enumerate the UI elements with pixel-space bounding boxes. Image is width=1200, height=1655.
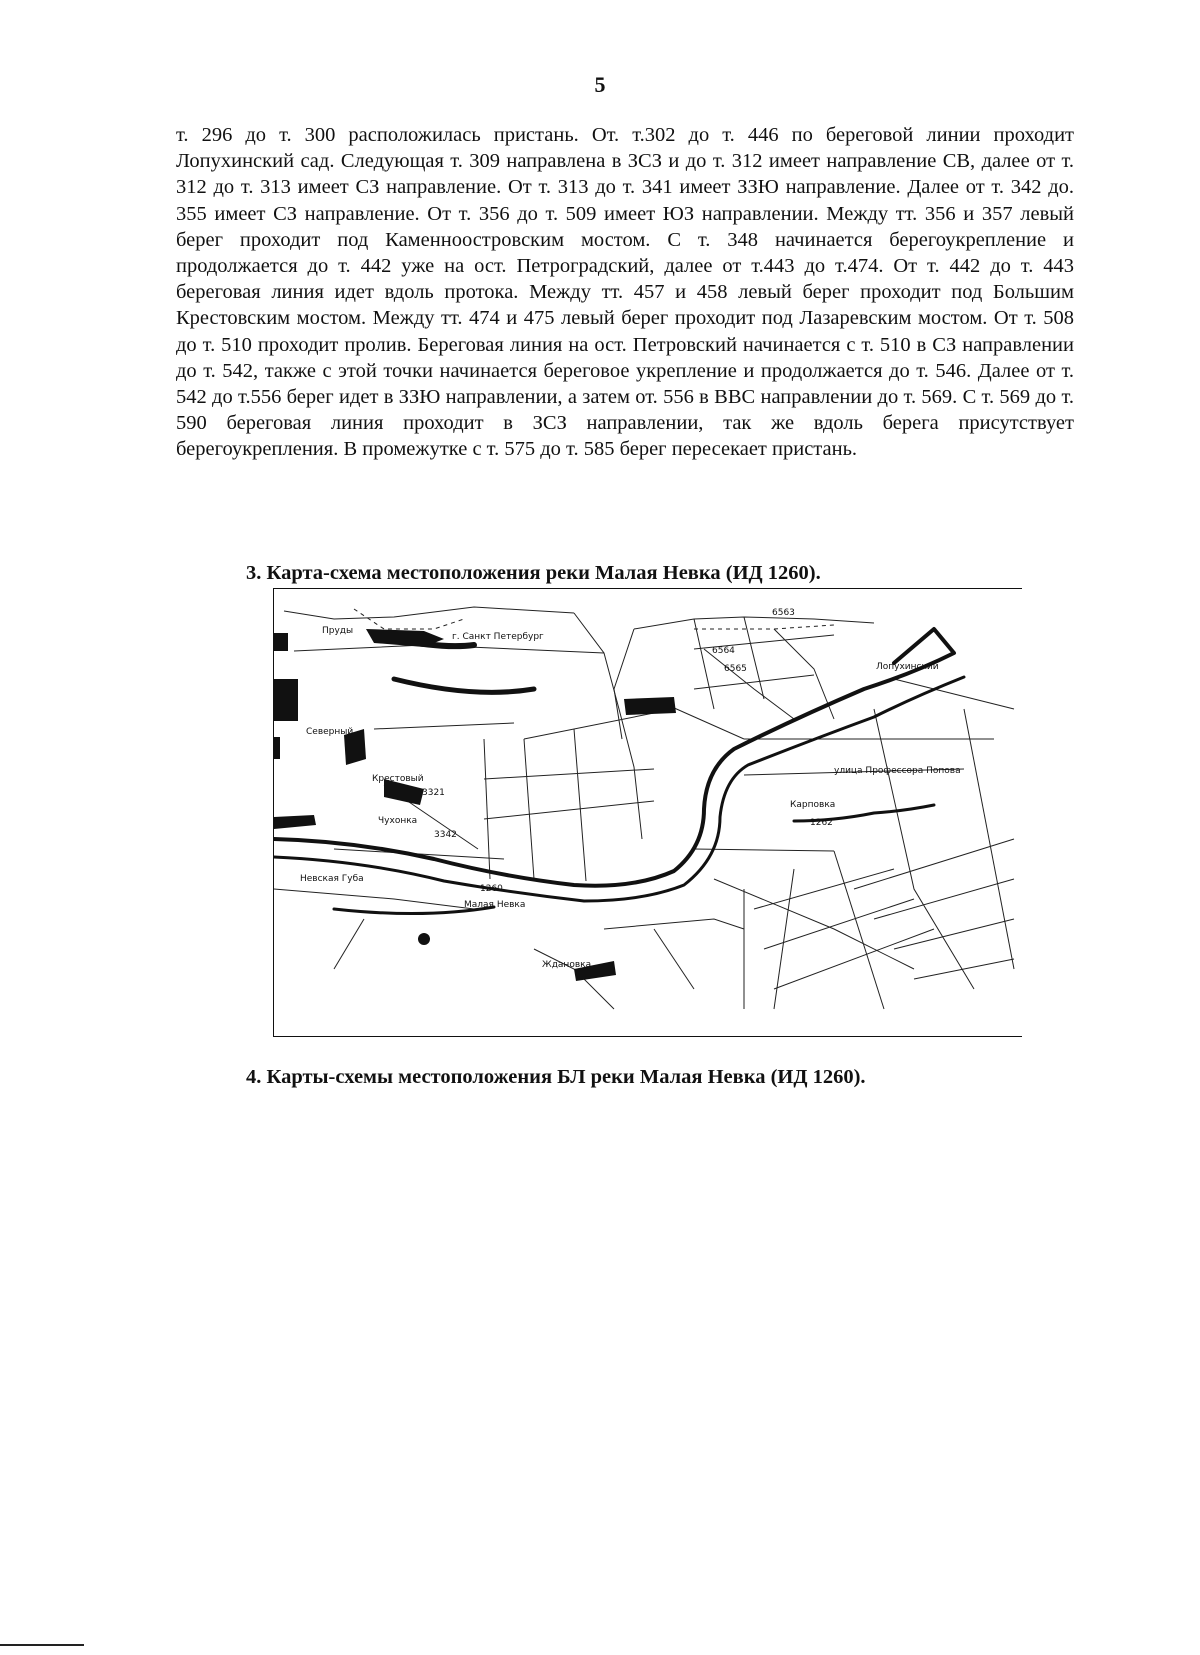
map-line [694,849,834,851]
map-line [534,949,614,1009]
map-line [654,929,694,989]
map-line [524,739,534,879]
map-line [574,729,586,881]
map-label-code: 3342 [434,830,457,840]
map-line [614,629,634,739]
map-line [574,613,642,839]
figure-caption-maps: 4. Карты-схемы местоположения БЛ реки Малая Невка (ИД 1260). [246,1066,866,1088]
map-line [834,851,884,1009]
page-number: 5 [594,72,606,97]
map-label-code: 6564 [712,646,735,656]
map-label-city: г. Санкт Петербург [452,632,544,642]
map-line [354,609,464,629]
map-label-code: 1260 [480,884,503,894]
map-line [694,619,714,709]
boundary-lines [354,609,834,629]
map-block [274,737,280,759]
figure-caption-map: 3. Карта-схема местоположения реки Малая Невка (ИД 1260). [246,562,821,584]
map-line [874,879,1014,919]
map-label-malaya-nevka: Малая Невка [464,900,526,910]
map-line [694,675,814,689]
map-label-nevskaya-guba: Невская Губа [300,874,364,884]
shore-line [394,679,534,692]
map-label-code: 3321 [422,788,445,798]
map-line [374,723,514,729]
map-label-code: 6563 [772,608,795,618]
map-label-karpovka: Карповка [790,800,836,810]
body-paragraph: т. 296 до т. 300 расположилась пристань. От. т.302 до т. 446 по береговой линии проходит Лопухинский сад. Следующая т. 309 направлена в ЗСЗ и до т. 312 имеет направление СВ, далее от т. 312 до т. 313 имеет СЗ направление. От т. 313 до т. 341 имеет ЗЗЮ направление. Далее от т. 342 до. 355 имеет СЗ направление. От т. 356 до т. 509 имеет ЮЗ направлении. Между тт. 356 и 357 левый берег проходит под Каменноостровским мостом. С т. 348 начинается берегоукрепление и продолжается до т. 442 уже на ост. Петроградский, далее от т.443 до т.474. От т. 442 до т. 443 береговая линия идет вдоль протока. Между тт. 457 и 458 левый берег проходит под Большим Крестовским мостом. Между тт. 474 и 475 левый берег проходит под Лазаревским мостом. От т. 508 до т. 510 проходит пролив. Береговая линия на ост. Петровский начинается с т. 510 в СЗ направлении до т. 542, также с этой точки начинается береговое укрепление и продолжается до т. 546. Далее от т. 542 до т.556 берег идет в ЗЗЮ направлении, а затем от. 556 в ВВС направлении до т. 569. С т. 569 до т. 590 береговая линия проходит в ЗСЗ направлении, так же вдоль берега присутствует берегоукрепления. В промежутке с т. 575 до т. 585 берег пересекает пристань. [176,124,1074,461]
map-label-street: улица Профессора Попова [834,766,961,776]
map-label-code: 1262 [810,818,833,828]
map-label-code: 6565 [724,664,747,674]
map-block [274,679,298,721]
location-map [273,588,1022,1037]
map-label-krestovy: Крестовый [372,774,424,784]
map-line [754,869,894,909]
map-line [284,607,574,619]
map-block [274,633,288,651]
map-label-ponds: Пруды [322,626,354,636]
map-line [874,709,974,989]
map-line [894,919,1014,949]
malaya-nevka-river-line [274,629,954,886]
map-line [914,959,1014,979]
map-line [694,625,834,629]
map-line [274,889,474,909]
map-label-zhdanovka: Ждановка [542,960,592,970]
map-label-severny: Северный [306,727,354,737]
map-drawing [274,589,1022,1036]
footnote-rule [0,1644,84,1646]
map-line [894,679,1014,709]
map-line [854,839,1014,889]
map-line [484,769,654,779]
map-label-chuhonka: Чухонка [378,816,418,826]
map-line [484,801,654,819]
map-line [704,649,794,719]
map-label-lopuhinsky: Лопухинский [876,662,939,672]
map-block [274,815,316,829]
map-marker [418,933,430,945]
map-block [624,697,676,715]
map-line [604,919,744,929]
map-line [634,617,874,629]
map-line [334,919,364,969]
